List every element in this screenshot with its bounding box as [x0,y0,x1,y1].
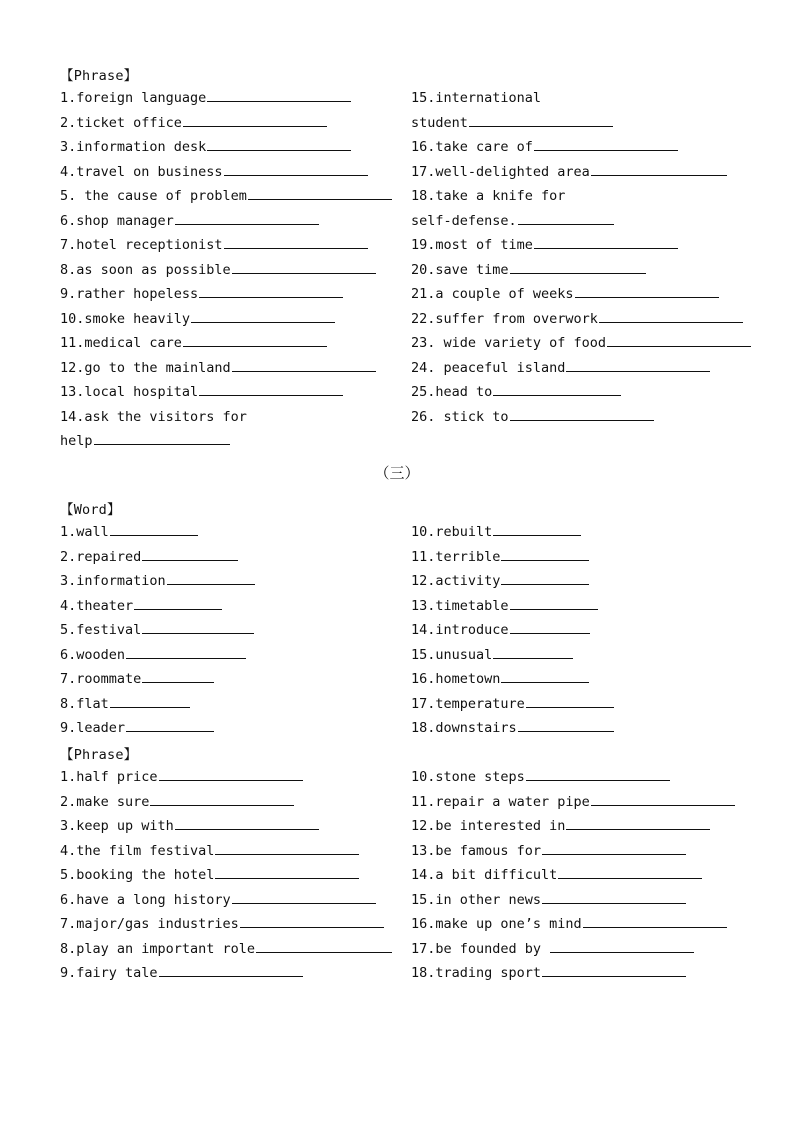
answer-blank[interactable] [159,961,303,977]
answer-blank[interactable] [534,135,678,151]
phrase-item-text: 3.keep up with [60,818,174,834]
answer-blank[interactable] [183,111,327,127]
word-item-text: 14.introduce [411,622,509,638]
phrase-item [411,839,751,864]
word-item-text: 6.wooden [60,646,126,663]
answer-blank[interactable] [110,520,198,536]
phrase-item-text: 1.half price [60,769,158,785]
word-item [60,545,400,570]
answer-blank[interactable] [207,86,351,102]
phrase-column-right-top [411,86,751,429]
answer-blank[interactable] [583,912,727,928]
word-column-left [60,520,400,741]
phrase-item-text: 8.play an important role [60,940,256,957]
word-item-text: 8.flat [60,695,109,712]
answer-blank[interactable] [142,667,214,683]
phrase-item [411,233,751,258]
phrase-item-text: 2.ticket office [60,114,182,131]
word-item [60,520,400,545]
phrase-item [60,961,400,986]
phrase-item-text: 1.foreign language [60,90,207,106]
answer-blank[interactable] [518,209,614,225]
answer-blank[interactable] [493,520,581,536]
phrase-item-text: 8.as soon as possible [60,261,231,278]
phrase-item-text: 21.a couple of weeks [411,286,574,302]
word-item-text: 7.roommate [60,671,142,687]
phrase-item [60,184,400,209]
phrase-item [60,233,400,258]
section-title: （三） [374,464,420,482]
phrase-item [411,135,751,160]
answer-blank[interactable] [110,692,190,708]
phrase-item [411,258,751,283]
answer-blank[interactable] [526,765,670,781]
phrase-item-text: 5.booking the hotel [60,867,215,883]
phrase-item-text: 5. the cause of problem [60,188,247,204]
answer-blank[interactable] [175,814,319,830]
answer-blank[interactable] [591,160,727,176]
phrase-item [60,912,400,937]
phrase-item [60,86,400,111]
answer-blank[interactable] [575,282,719,298]
phrase-item-text: 3.information desk [60,139,207,155]
answer-blank[interactable] [591,790,735,806]
answer-blank[interactable] [550,937,694,953]
answer-blank[interactable] [510,618,590,634]
phrase-column-left-bottom [60,765,400,986]
phrase-item-text: 9.fairy tale [60,965,158,981]
answer-blank[interactable] [191,307,335,323]
answer-blank[interactable] [510,258,646,274]
answer-blank[interactable] [150,790,294,806]
phrase-item [411,307,751,332]
phrase-item [60,258,400,283]
phrase-item-text: 17.well-delighted area [411,163,590,180]
word-item-text: 17.temperature [411,695,525,712]
answer-blank[interactable] [126,716,214,732]
answer-blank[interactable] [142,618,254,634]
answer-blank[interactable] [256,937,392,953]
phrase-item [411,937,751,962]
answer-blank[interactable] [501,545,589,561]
phrase-item [411,863,751,888]
phrase-item [411,282,751,307]
word-item-text: 4.theater [60,597,134,614]
word-item [60,594,400,619]
word-item-text: 12.activity [411,573,501,589]
word-item-text: 3.information [60,573,166,589]
answer-blank[interactable] [248,184,392,200]
answer-blank[interactable] [501,667,589,683]
answer-blank[interactable] [183,331,327,347]
phrase-item [411,331,751,356]
answer-blank[interactable] [534,233,678,249]
phrase-item-text: 6.have a long history [60,891,231,908]
answer-blank[interactable] [126,643,246,659]
answer-blank[interactable] [501,569,589,585]
answer-blank[interactable] [224,160,368,176]
phrase-item [411,356,751,381]
answer-blank[interactable] [566,356,710,372]
word-item [60,643,400,668]
phrase-item [60,863,400,888]
phrase-item [411,380,751,405]
word-item [411,520,751,545]
phrase-item [411,961,751,986]
word-item-text: 2.repaired [60,548,142,565]
phrase-item-text: 16.take care of [411,139,533,155]
phrase-item [411,888,751,913]
phrase-item [411,765,751,790]
answer-blank[interactable] [493,643,573,659]
phrase-item-text: 13.be famous for [411,842,542,859]
answer-blank[interactable] [542,888,686,904]
phrase-item [60,380,400,405]
phrase-item [60,209,400,234]
phrase-item-text: 14.a bit difficult [411,867,558,883]
phrase-column-left-top [60,86,400,454]
phrase-item [411,160,751,185]
word-item [411,716,751,741]
answer-blank[interactable] [493,380,621,396]
answer-blank[interactable] [232,888,376,904]
phrase-item [60,307,400,332]
phrase-item-text: 7.hotel receptionist [60,237,223,253]
word-item-text: 5.festival [60,622,142,638]
answer-blank[interactable] [199,380,343,396]
word-column-right [411,520,751,741]
phrase-heading-top: 【Phrase】 [60,68,138,84]
phrase-item [411,912,751,937]
phrase-item-14: 14.ask the visitors for help [60,408,247,449]
word-item [411,594,751,619]
phrase-item-text: 10.stone steps [411,769,525,785]
answer-blank[interactable] [215,839,359,855]
word-item [411,618,751,643]
phrase-item-text: 4.travel on business [60,163,223,180]
phrase-item-text: 24. peaceful island [411,359,566,376]
phrase-item [60,135,400,160]
word-item-text: 15.unusual [411,646,493,663]
word-item [60,569,400,594]
answer-blank[interactable] [240,912,384,928]
word-item-text: 10.rebuilt [411,524,493,540]
phrase-item-text: 25.head to [411,384,493,400]
phrase-item [60,839,400,864]
answer-blank[interactable] [232,356,376,372]
phrase-item-text: 7.major/gas industries [60,916,239,932]
answer-blank[interactable] [199,282,343,298]
phrase-item-text: 19.most of time [411,237,533,253]
phrase-item-18: 18.take a knife for self-defense. [411,184,751,233]
answer-blank[interactable] [607,331,751,347]
word-item [60,716,400,741]
phrase-item-text: 17.be founded by [411,940,550,957]
phrase-item [60,282,400,307]
phrase-column-right-bottom [411,765,751,986]
answer-blank[interactable] [94,429,230,445]
answer-blank[interactable] [558,863,702,879]
word-item-text: 18.downstairs [411,720,517,736]
phrase-item [60,111,400,136]
answer-blank[interactable] [224,233,368,249]
answer-blank[interactable] [542,961,686,977]
answer-blank[interactable] [599,307,743,323]
answer-blank[interactable] [207,135,351,151]
phrase-item [411,790,751,815]
phrase-item [60,888,400,913]
word-item-text: 16.hometown [411,671,501,687]
answer-blank[interactable] [526,692,614,708]
phrase-item-text: 20.save time [411,261,509,278]
phrase-item-text: 6.shop manager [60,212,174,229]
answer-blank[interactable] [542,839,686,855]
phrase-item [60,790,400,815]
phrase-item-text: 11.repair a water pipe [411,793,590,810]
word-item [411,569,751,594]
word-item [60,667,400,692]
answer-blank[interactable] [159,765,303,781]
answer-blank[interactable] [518,716,614,732]
word-item [411,545,751,570]
phrase-item-text: 11.medical care [60,335,182,351]
answer-blank[interactable] [142,545,238,561]
phrase-item-text: 26. stick to [411,408,509,425]
word-item-text: 9.leader [60,720,126,736]
phrase-item-text: 12.be interested in [411,818,566,834]
phrase-item-text: 13.local hospital [60,384,199,400]
phrase-item [60,765,400,790]
word-item-text: 13.timetable [411,597,509,614]
phrase-item-text: 22.suffer from overwork [411,310,598,327]
phrase-item-text: 2.make sure [60,793,150,810]
phrase-item-text: 16.make up one’s mind [411,916,582,932]
phrase-item-text: 4.the film festival [60,842,215,859]
phrase-item [60,356,400,381]
phrase-item [411,405,751,430]
answer-blank[interactable] [134,594,222,610]
phrase-item [60,814,400,839]
answer-blank[interactable] [469,111,613,127]
phrase-item-text: 15.in other news [411,891,542,908]
word-item [60,692,400,717]
answer-blank[interactable] [167,569,255,585]
phrase-item-text: 18.trading sport [411,965,542,981]
answer-blank[interactable] [510,405,654,421]
word-item [60,618,400,643]
word-item-text: 11.terrible [411,548,501,565]
word-item [411,692,751,717]
phrase-item [60,331,400,356]
phrase-item-text: 9.rather hopeless [60,286,199,302]
phrase-item-text: 10.smoke heavily [60,310,191,327]
phrase-item-text: 12.go to the mainland [60,359,231,376]
answer-blank[interactable] [566,814,710,830]
phrase-item [411,814,751,839]
word-item-text: 1.wall [60,524,109,540]
word-item [411,643,751,668]
word-heading: 【Word】 [60,502,121,518]
answer-blank[interactable] [232,258,376,274]
word-item [411,667,751,692]
answer-blank[interactable] [175,209,319,225]
phrase-item [60,937,400,962]
answer-blank[interactable] [510,594,598,610]
phrase-item-15: 15.international student [411,86,751,135]
phrase-item [60,160,400,185]
phrase-heading-bottom: 【Phrase】 [60,747,138,763]
phrase-item-text: 23. wide variety of food [411,335,607,351]
answer-blank[interactable] [215,863,359,879]
